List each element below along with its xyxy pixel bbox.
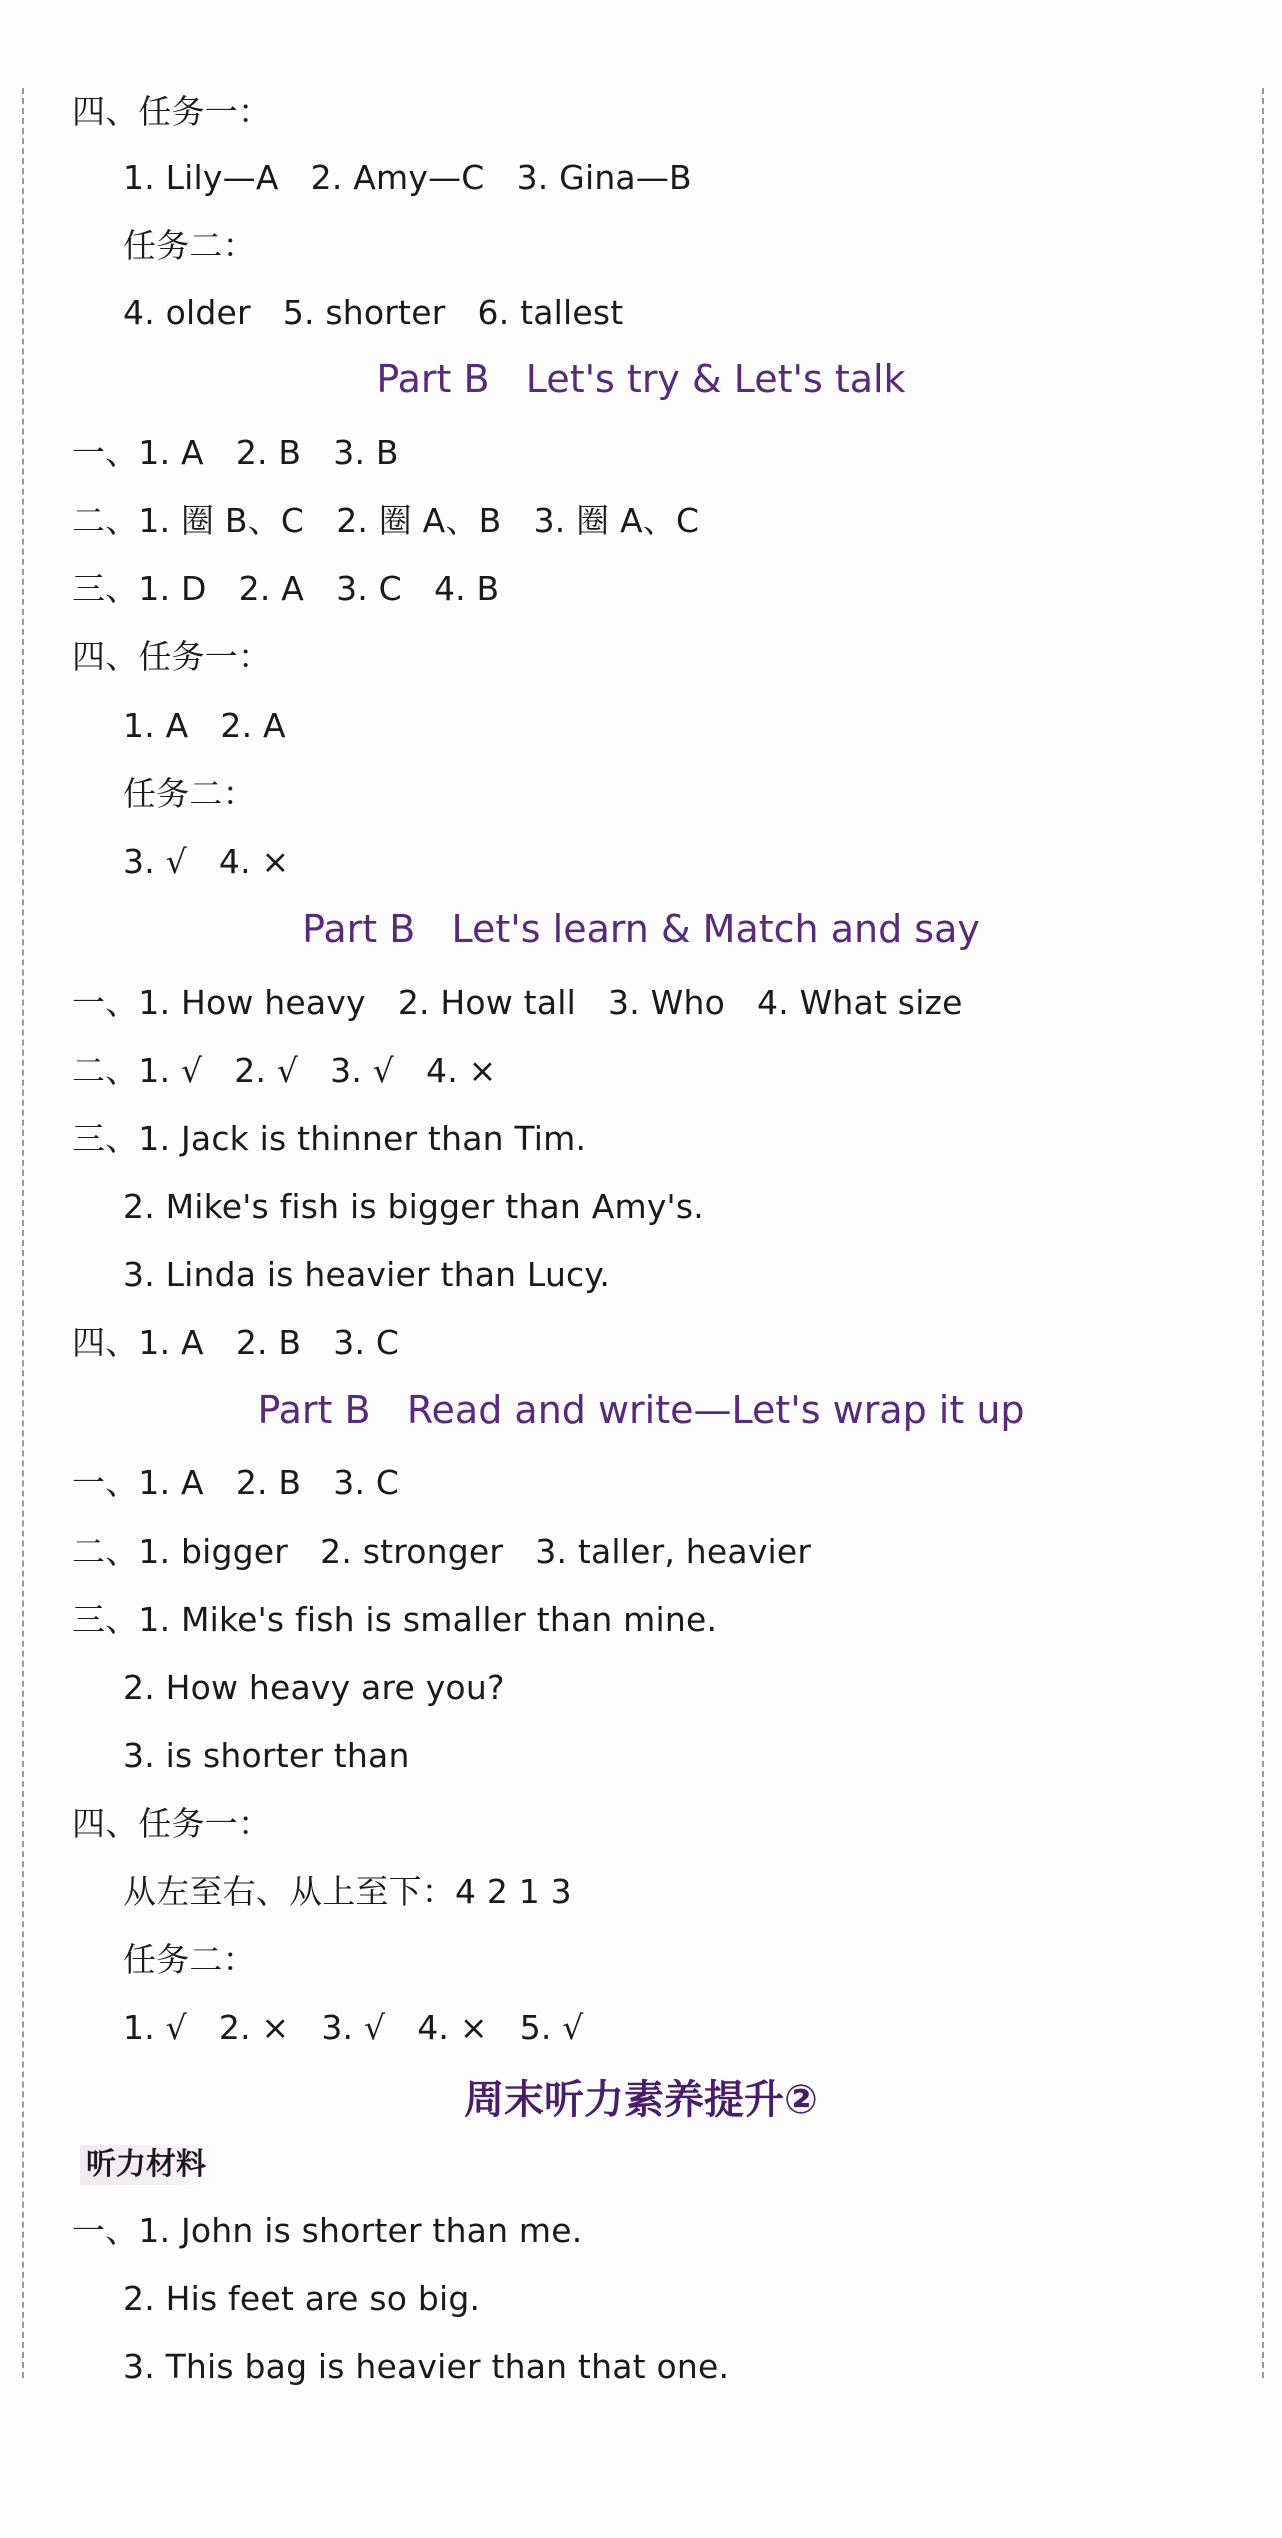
s1-q4-title: 四、任务一： [72, 92, 272, 131]
s2-q2: 二、1. 圈 B、C 2. 圈 A、B 3. 圈 A、C [72, 501, 700, 540]
s5-q1-3: 3. This bag is heavier than that one. [123, 2347, 730, 2386]
s1-q4-task2: 任务二： [123, 226, 256, 265]
s4-q4-title: 四、任务一： [72, 1804, 272, 1843]
s3-q3-2: 2. Mike's fish is bigger than Amy's. [123, 1187, 704, 1226]
s3-q1: 一、1. How heavy 2. How tall 3. Who 4. What size [72, 983, 963, 1022]
weekend-listening-heading: 周末听力素养提升② [464, 2077, 818, 2123]
s4-q4-task2: 任务二： [123, 1940, 256, 1979]
s1-q4-answers-b: 4. older 5. shorter 6. tallest [123, 293, 624, 332]
s4-q3-3: 3. is shorter than [123, 1736, 410, 1775]
listening-material-tag: 听力材料 [80, 2145, 214, 2185]
s2-q4-title: 四、任务一： [72, 637, 272, 676]
s3-q2: 二、1. √ 2. √ 3. √ 4. × [72, 1051, 497, 1090]
left-dashed-border [22, 88, 24, 2378]
section-heading-read: Part B Read and write—Let's wrap it up [257, 1388, 1025, 1432]
section-heading-talk: Part B Let's try & Let's talk [376, 357, 906, 401]
s5-q1-1: 一、1. John is shorter than me. [72, 2211, 583, 2250]
s4-q2: 二、1. bigger 2. stronger 3. taller, heavier [72, 1532, 812, 1571]
s2-q1: 一、1. A 2. B 3. B [72, 433, 399, 472]
section-heading-learn: Part B Let's learn & Match and say [302, 907, 980, 951]
s3-q3-3: 3. Linda is heavier than Lucy. [123, 1255, 611, 1294]
s2-q4-answers-a: 1. A 2. A [123, 706, 286, 745]
s1-q4-answers-a: 1. Lily—A 2. Amy—C 3. Gina—B [123, 158, 692, 197]
s4-q3-1: 三、1. Mike's fish is smaller than mine. [72, 1600, 718, 1639]
s3-q3-1: 三、1. Jack is thinner than Tim. [72, 1119, 587, 1158]
right-dashed-border [1262, 88, 1264, 2378]
s2-q4-task2: 任务二： [123, 774, 256, 813]
s4-q3-2: 2. How heavy are you? [123, 1668, 505, 1707]
s4-q4-answers-a: 从左至右、从上至下：4 2 1 3 [123, 1872, 572, 1911]
s3-q4: 四、1. A 2. B 3. C [72, 1323, 400, 1362]
s2-q4-answers-b: 3. √ 4. × [123, 842, 290, 881]
s2-q3: 三、1. D 2. A 3. C 4. B [72, 569, 500, 608]
s5-q1-2: 2. His feet are so big. [123, 2279, 481, 2318]
s4-q4-answers-b: 1. √ 2. × 3. √ 4. × 5. √ [123, 2008, 584, 2047]
s4-q1: 一、1. A 2. B 3. C [72, 1463, 400, 1502]
